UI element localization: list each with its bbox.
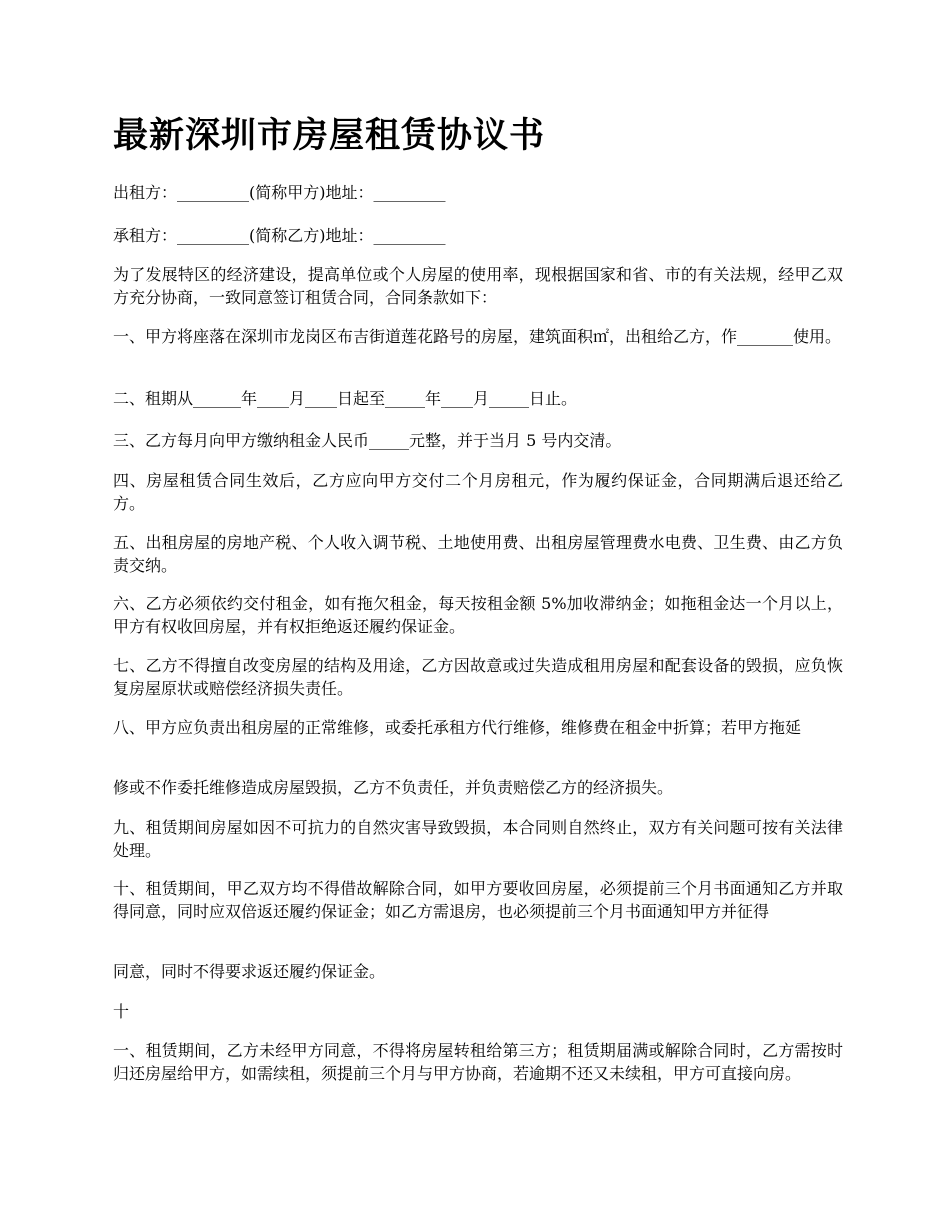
lessee-line: 承租方：_________(简称乙方)地址：_________	[113, 226, 446, 245]
clause-7-structure: 七、乙方不得擅自改变房屋的结构及用途，乙方因故意或过失造成租用房屋和配套设备的毁损，应负恢复房屋原状或赔偿经济损失责任。	[113, 656, 843, 698]
clause-5-taxes-fees: 五、出租房屋的房地产税、个人收入调节税、土地使用费、出租房屋管理费水电费、卫生费、由乙方负责交纳。	[113, 533, 843, 575]
lessor-line: 出租方：_________(简称甲方)地址：_________	[113, 183, 446, 202]
clause-9-force-majeure: 九、租赁期间房屋如因不可抗力的自然灾害导致毁损，本合同则自然终止，双方有关问题可按有关法律处理。	[113, 818, 843, 860]
document-title: 最新深圳市房屋租赁协议书	[113, 116, 546, 156]
clause-6-late-payment: 六、乙方必须依约交付租金，如有拖欠租金，每天按租金额 5%加收滞纳金；如拖租金达一个月以上，甲方有权收回房屋，并有权拒绝返还履约保证金。	[113, 594, 843, 636]
clause-4-deposit: 四、房屋租赁合同生效后，乙方应向甲方交付二个月房租元，作为履约保证金，合同期满后退还给乙方。	[113, 471, 843, 513]
clause-11-sublease: 一、租赁期间，乙方未经甲方同意，不得将房屋转租给第三方；租赁期届满或解除合同时，乙方需按时归还房屋给甲方，如需续租，须提前三个月与甲方协商，若逾期不还又未续租，甲方可直接向房。	[113, 1041, 843, 1083]
preamble-paragraph: 为了发展特区的经济建设，提高单位或个人房屋的使用率，现根据国家和省、市的有关法规，经甲乙双方充分协商，一致同意签订租赁合同，合同条款如下：	[113, 265, 843, 307]
clause-1-property: 一、甲方将座落在深圳市龙岗区布吉街道莲花路号的房屋，建筑面积㎡，出租给乙方，作_______使用。	[113, 327, 842, 346]
clause-8-maintenance: 八、甲方应负责出租房屋的正常维修，或委托承租方代行维修，维修费在租金中折算；若甲方拖延	[113, 718, 802, 737]
clause-2-lease-term: 二、租期从______年____月____日起至_____年____月_____日止。	[113, 389, 578, 408]
clause-3-rent: 三、乙方每月向甲方缴纳租金人民币_____元整，并于当月 5 号内交清。	[113, 431, 622, 450]
clause-11-number: 十	[113, 1002, 130, 1021]
clause-10-continued: 同意，同时不得要求返还履约保证金。	[113, 962, 386, 981]
clause-8-continued: 修或不作委托维修造成房屋毁损，乙方不负责任，并负责赔偿乙方的经济损失。	[113, 778, 674, 797]
clause-10-termination: 十、租赁期间，甲乙双方均不得借故解除合同，如甲方要收回房屋，必须提前三个月书面通知乙方并取得同意，同时应双倍返还履约保证金；如乙方需退房，也必须提前三个月书面通知甲方并征得	[113, 879, 843, 921]
